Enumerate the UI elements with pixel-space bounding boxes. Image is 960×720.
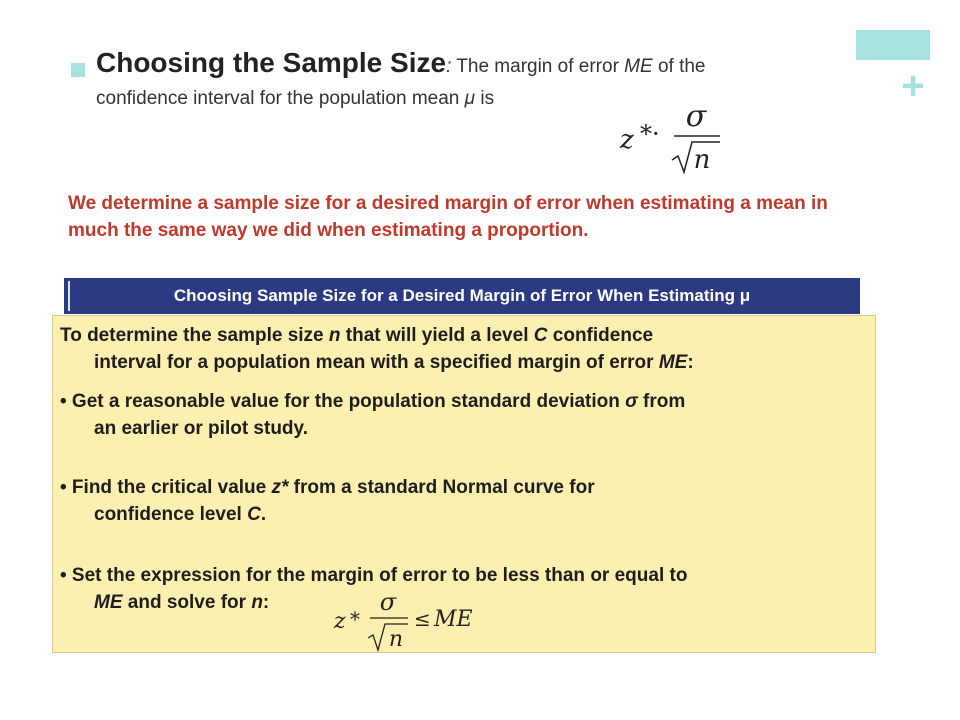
- title-line2-a: confidence interval for the population mean: [96, 88, 465, 109]
- title-text-a: The margin of error: [451, 56, 625, 77]
- p1-me: ME: [658, 352, 688, 373]
- p1-e: interval for a population mean with a specified margin of error: [94, 352, 659, 373]
- b3-b: and solve for: [122, 592, 252, 613]
- b3-n: n: [251, 592, 263, 613]
- p1-d: confidence: [547, 325, 654, 346]
- b2-a: • Find the critical value: [60, 477, 272, 498]
- step-1: [60, 388, 860, 442]
- b3-c: :: [262, 592, 270, 613]
- ineq-me: ME: [434, 607, 473, 632]
- plus-icon: +: [901, 64, 925, 108]
- ineq-sigma: σ: [379, 588, 397, 616]
- margin-of-error-formula: [616, 96, 728, 176]
- ineq-leq: ≤: [414, 607, 431, 631]
- b3-me: ME: [94, 592, 123, 613]
- title-mu: μ: [464, 88, 476, 109]
- procedure-intro: [60, 322, 860, 376]
- b2-c: confidence level: [94, 504, 248, 525]
- b2-d: .: [260, 504, 267, 525]
- b3-a: • Set the expression for the margin of error to be less than or equal to: [60, 565, 688, 586]
- b1-c: an earlier or pilot study.: [94, 418, 308, 439]
- title-line2-b: is: [475, 88, 495, 109]
- title-text-b: of the: [652, 56, 706, 77]
- b1-sigma: σ: [625, 391, 638, 412]
- ineq-z: z: [334, 609, 346, 634]
- b2-b: from a standard Normal curve for: [288, 477, 595, 498]
- p1-n: n: [328, 325, 341, 346]
- sample-size-inequality: [330, 588, 490, 654]
- p1-f: :: [687, 352, 694, 373]
- p1-c: C: [533, 325, 548, 346]
- b2-line-2: [60, 501, 860, 528]
- b2-cc: C: [247, 504, 261, 525]
- p1-a: To determine the sample size: [60, 325, 329, 346]
- step-2: [60, 474, 860, 528]
- b1-b: from: [637, 391, 686, 412]
- intro-text: We determine a sample size for a desired margin of error when estimating a mean in much the same way we did when estimating a proportion.: [68, 193, 828, 241]
- b2-z: z*: [271, 477, 289, 498]
- section-banner: [64, 278, 860, 314]
- corner-accent-bar: [856, 30, 930, 60]
- title-me: ME: [624, 56, 653, 77]
- formula-n: n: [693, 145, 711, 175]
- title-colon: :: [446, 56, 452, 77]
- banner-title: Choosing Sample Size for a Desired Margin of Error When Estimating μ: [173, 286, 751, 305]
- b1-a: • Get a reasonable value for the population standard deviation: [60, 391, 626, 412]
- title-heading: Choosing the Sample Size: [96, 47, 447, 78]
- formula-z: z: [620, 125, 634, 155]
- bullet-square-icon: [71, 63, 85, 77]
- p1-b: that will yield a level: [340, 325, 534, 346]
- ineq-n: n: [388, 627, 404, 652]
- formula-star-dot: *·: [640, 120, 660, 148]
- ineq-star: *: [350, 607, 360, 631]
- p1-line-2: [60, 349, 860, 376]
- formula-sigma: σ: [685, 99, 707, 134]
